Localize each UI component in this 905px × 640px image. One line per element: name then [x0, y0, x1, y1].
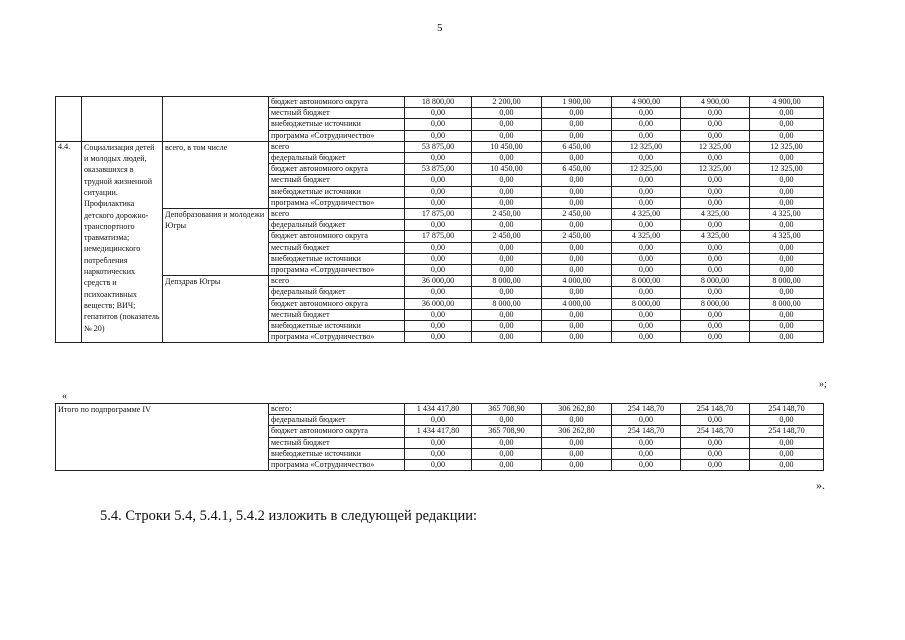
amount-cell: 254 148,70 [612, 404, 681, 415]
page-number: 5 [437, 22, 443, 34]
opening-quote-mark: « [62, 391, 67, 402]
amount-cell: 0,00 [542, 437, 612, 448]
amount-cell: 0,00 [405, 153, 472, 164]
amount-cell: 8 000,00 [612, 298, 681, 309]
amount-cell: 254 148,70 [750, 426, 824, 437]
amount-cell: 0,00 [405, 448, 472, 459]
amount-cell: 0,00 [472, 460, 542, 471]
amount-cell: 0,00 [612, 153, 681, 164]
amount-cell: 0,00 [612, 321, 681, 332]
amount-cell: 0,00 [405, 437, 472, 448]
amount-cell: 4 900,00 [750, 97, 824, 108]
amount-cell: 0,00 [405, 175, 472, 186]
amount-cell: 0,00 [750, 321, 824, 332]
amount-cell: 0,00 [542, 130, 612, 141]
amount-cell: 0,00 [542, 253, 612, 264]
amount-cell: 0,00 [681, 220, 750, 231]
amount-cell: 306 262,80 [542, 404, 612, 415]
funding-source-cell: всего: [269, 404, 405, 415]
amount-cell: 6 450,00 [542, 164, 612, 175]
amount-cell: 0,00 [542, 321, 612, 332]
amount-cell: 0,00 [472, 242, 542, 253]
amount-cell: 0,00 [542, 460, 612, 471]
funding-source-cell: программа «Сотрудничество» [269, 265, 405, 276]
amount-cell: 2 450,00 [542, 209, 612, 220]
funding-source-cell: программа «Сотрудничество» [269, 130, 405, 141]
table-row [56, 404, 824, 415]
amount-cell: 17 875,00 [405, 209, 472, 220]
section-heading: 5.4. Строки 5.4, 5.4.1, 5.4.2 изложить в следующей редакции: [100, 508, 478, 524]
amount-cell: 0,00 [405, 321, 472, 332]
amount-cell: 0,00 [750, 448, 824, 459]
closing-quote-mark: »; [819, 379, 827, 390]
amount-cell: 0,00 [472, 186, 542, 197]
amount-cell: 0,00 [612, 242, 681, 253]
funding-source-cell: всего [269, 276, 405, 287]
funding-source-cell: местный бюджет [269, 108, 405, 119]
amount-cell: 4 325,00 [612, 231, 681, 242]
amount-cell: 0,00 [542, 448, 612, 459]
amount-cell: 12 325,00 [681, 164, 750, 175]
amount-cell: 0,00 [542, 175, 612, 186]
amount-cell: 2 200,00 [472, 97, 542, 108]
funding-source-cell: внебюджетные источники [269, 186, 405, 197]
amount-cell: 365 708,90 [472, 404, 542, 415]
amount-cell: 0,00 [542, 186, 612, 197]
row-number-cell: 4.4. [56, 141, 82, 343]
amount-cell: 0,00 [681, 108, 750, 119]
amount-cell: 8 000,00 [681, 276, 750, 287]
amount-cell: 0,00 [472, 309, 542, 320]
amount-cell: 0,00 [750, 242, 824, 253]
amount-cell: 0,00 [612, 220, 681, 231]
amount-cell: 4 900,00 [681, 97, 750, 108]
amount-cell: 8 000,00 [472, 276, 542, 287]
amount-cell: 2 450,00 [542, 231, 612, 242]
amount-cell: 8 000,00 [750, 298, 824, 309]
amount-cell: 0,00 [405, 242, 472, 253]
funding-source-cell: внебюджетные источники [269, 448, 405, 459]
subprogram-total-title: Итого по подпрограмме IV [56, 404, 269, 471]
amount-cell: 0,00 [405, 309, 472, 320]
amount-cell: 0,00 [681, 460, 750, 471]
funding-table-section-4-4 [55, 96, 824, 343]
amount-cell: 0,00 [612, 130, 681, 141]
amount-cell: 0,00 [681, 415, 750, 426]
amount-cell: 0,00 [612, 287, 681, 298]
amount-cell: 0,00 [681, 287, 750, 298]
amount-cell: 0,00 [542, 197, 612, 208]
amount-cell: 0,00 [750, 265, 824, 276]
amount-cell: 4 325,00 [750, 231, 824, 242]
amount-cell: 12 325,00 [612, 164, 681, 175]
amount-cell: 0,00 [472, 108, 542, 119]
amount-cell: 0,00 [542, 415, 612, 426]
funding-source-cell: программа «Сотрудничество» [269, 332, 405, 343]
funding-source-cell: программа «Сотрудничество» [269, 197, 405, 208]
funding-source-cell: местный бюджет [269, 175, 405, 186]
amount-cell: 254 148,70 [681, 426, 750, 437]
table-row [56, 209, 824, 220]
amount-cell: 0,00 [681, 309, 750, 320]
amount-cell: 0,00 [681, 332, 750, 343]
amount-cell: 365 708,90 [472, 426, 542, 437]
amount-cell: 0,00 [472, 415, 542, 426]
amount-cell: 0,00 [681, 153, 750, 164]
row-number-cell [56, 97, 82, 142]
amount-cell: 0,00 [750, 287, 824, 298]
amount-cell: 1 434 417,80 [405, 404, 472, 415]
amount-cell: 0,00 [681, 130, 750, 141]
amount-cell: 0,00 [612, 437, 681, 448]
amount-cell: 0,00 [612, 415, 681, 426]
funding-source-cell: внебюджетные источники [269, 253, 405, 264]
amount-cell: 0,00 [542, 309, 612, 320]
amount-cell: 306 262,80 [542, 426, 612, 437]
amount-cell: 0,00 [542, 108, 612, 119]
amount-cell: 10 450,00 [472, 141, 542, 152]
funding-source-cell: программа «Сотрудничество» [269, 460, 405, 471]
amount-cell: 0,00 [542, 119, 612, 130]
amount-cell: 0,00 [681, 119, 750, 130]
amount-cell: 0,00 [472, 437, 542, 448]
amount-cell: 53 875,00 [405, 141, 472, 152]
amount-cell: 0,00 [750, 108, 824, 119]
amount-cell: 0,00 [405, 253, 472, 264]
amount-cell: 0,00 [472, 153, 542, 164]
amount-cell: 0,00 [681, 242, 750, 253]
amount-cell: 254 148,70 [612, 426, 681, 437]
funding-source-cell: бюджет автономного округа [269, 298, 405, 309]
amount-cell: 0,00 [405, 415, 472, 426]
amount-cell: 4 325,00 [681, 231, 750, 242]
amount-cell: 0,00 [405, 460, 472, 471]
executor-cell: всего, в том числе [163, 141, 269, 208]
amount-cell: 0,00 [612, 186, 681, 197]
amount-cell: 12 325,00 [681, 141, 750, 152]
amount-cell: 6 450,00 [542, 141, 612, 152]
amount-cell: 8 000,00 [612, 276, 681, 287]
funding-source-cell: всего [269, 141, 405, 152]
amount-cell: 0,00 [681, 197, 750, 208]
funding-source-cell: федеральный бюджет [269, 153, 405, 164]
amount-cell: 1 434 417,80 [405, 426, 472, 437]
amount-cell: 4 325,00 [612, 209, 681, 220]
amount-cell: 0,00 [612, 309, 681, 320]
event-name-cell [82, 97, 163, 142]
funding-source-cell: всего [269, 209, 405, 220]
funding-source-cell: внебюджетные источники [269, 119, 405, 130]
amount-cell: 0,00 [750, 130, 824, 141]
funding-source-cell: федеральный бюджет [269, 287, 405, 298]
amount-cell: 8 000,00 [472, 298, 542, 309]
amount-cell: 0,00 [472, 197, 542, 208]
amount-cell: 0,00 [405, 265, 472, 276]
amount-cell: 0,00 [750, 415, 824, 426]
amount-cell: 4 900,00 [612, 97, 681, 108]
amount-cell: 0,00 [612, 265, 681, 276]
amount-cell: 0,00 [405, 119, 472, 130]
amount-cell: 0,00 [405, 287, 472, 298]
amount-cell: 0,00 [472, 321, 542, 332]
amount-cell: 0,00 [612, 175, 681, 186]
funding-source-cell: бюджет автономного округа [269, 426, 405, 437]
funding-source-cell: местный бюджет [269, 242, 405, 253]
amount-cell: 0,00 [405, 108, 472, 119]
amount-cell: 0,00 [681, 175, 750, 186]
amount-cell: 4 325,00 [750, 209, 824, 220]
amount-cell: 0,00 [542, 153, 612, 164]
amount-cell: 18 800,00 [405, 97, 472, 108]
amount-cell: 0,00 [750, 220, 824, 231]
amount-cell: 36 000,00 [405, 298, 472, 309]
amount-cell: 0,00 [681, 448, 750, 459]
amount-cell: 0,00 [750, 460, 824, 471]
event-name-cell: Социализация детей и молодых людей, оказавшихся в трудной жизненной ситуации. Профилактика детского дорожно-транспортного травматизма; немедицинского потребления наркотических средств и психоактивных веществ; ВИЧ; гепатитов (показатель № 20) [82, 141, 163, 343]
amount-cell: 2 450,00 [472, 231, 542, 242]
amount-cell: 12 325,00 [612, 141, 681, 152]
amount-cell: 0,00 [681, 265, 750, 276]
closing-quote-mark-2: ». [816, 478, 825, 492]
amount-cell: 12 325,00 [750, 164, 824, 175]
funding-source-cell: федеральный бюджет [269, 220, 405, 231]
subprogram-total-table [55, 403, 824, 471]
amount-cell: 0,00 [542, 265, 612, 276]
executor-cell: Депздрав Югры [163, 276, 269, 343]
amount-cell: 0,00 [542, 332, 612, 343]
amount-cell: 0,00 [542, 287, 612, 298]
amount-cell: 0,00 [750, 253, 824, 264]
amount-cell: 4 000,00 [542, 298, 612, 309]
amount-cell: 10 450,00 [472, 164, 542, 175]
funding-source-cell: бюджет автономного округа [269, 164, 405, 175]
amount-cell: 0,00 [750, 175, 824, 186]
amount-cell: 0,00 [612, 448, 681, 459]
amount-cell: 0,00 [472, 332, 542, 343]
funding-source-cell: бюджет автономного округа [269, 97, 405, 108]
amount-cell: 53 875,00 [405, 164, 472, 175]
amount-cell: 8 000,00 [681, 298, 750, 309]
amount-cell: 0,00 [612, 332, 681, 343]
amount-cell: 0,00 [472, 265, 542, 276]
amount-cell: 36 000,00 [405, 276, 472, 287]
amount-cell: 0,00 [472, 119, 542, 130]
amount-cell: 0,00 [472, 220, 542, 231]
amount-cell: 0,00 [405, 197, 472, 208]
amount-cell: 12 325,00 [750, 141, 824, 152]
amount-cell: 0,00 [472, 175, 542, 186]
amount-cell: 0,00 [750, 309, 824, 320]
table-row [56, 141, 824, 152]
funding-source-cell: внебюджетные источники [269, 321, 405, 332]
amount-cell: 0,00 [472, 448, 542, 459]
amount-cell: 4 325,00 [681, 209, 750, 220]
amount-cell: 0,00 [750, 437, 824, 448]
amount-cell: 8 000,00 [750, 276, 824, 287]
amount-cell: 4 000,00 [542, 276, 612, 287]
amount-cell: 254 148,70 [750, 404, 824, 415]
amount-cell: 0,00 [612, 197, 681, 208]
amount-cell: 254 148,70 [681, 404, 750, 415]
amount-cell: 17 875,00 [405, 231, 472, 242]
amount-cell: 0,00 [472, 287, 542, 298]
amount-cell: 0,00 [542, 242, 612, 253]
amount-cell: 0,00 [750, 186, 824, 197]
executor-cell [163, 97, 269, 142]
amount-cell: 0,00 [472, 130, 542, 141]
amount-cell: 2 450,00 [472, 209, 542, 220]
amount-cell: 0,00 [612, 119, 681, 130]
amount-cell: 0,00 [542, 220, 612, 231]
amount-cell: 0,00 [405, 332, 472, 343]
amount-cell: 0,00 [681, 437, 750, 448]
executor-cell: Депобразования и молодежи Югры [163, 209, 269, 276]
amount-cell: 0,00 [612, 253, 681, 264]
amount-cell: 1 900,00 [542, 97, 612, 108]
amount-cell: 0,00 [750, 197, 824, 208]
amount-cell: 0,00 [612, 460, 681, 471]
funding-source-cell: местный бюджет [269, 437, 405, 448]
table-row [56, 97, 824, 108]
amount-cell: 0,00 [750, 332, 824, 343]
amount-cell: 0,00 [681, 253, 750, 264]
amount-cell: 0,00 [750, 119, 824, 130]
funding-source-cell: местный бюджет [269, 309, 405, 320]
amount-cell: 0,00 [405, 220, 472, 231]
amount-cell: 0,00 [405, 130, 472, 141]
funding-source-cell: федеральный бюджет [269, 415, 405, 426]
amount-cell: 0,00 [472, 253, 542, 264]
amount-cell: 0,00 [681, 321, 750, 332]
amount-cell: 0,00 [612, 108, 681, 119]
amount-cell: 0,00 [681, 186, 750, 197]
amount-cell: 0,00 [405, 186, 472, 197]
table-row [56, 276, 824, 287]
amount-cell: 0,00 [750, 153, 824, 164]
funding-source-cell: бюджет автономного округа [269, 231, 405, 242]
